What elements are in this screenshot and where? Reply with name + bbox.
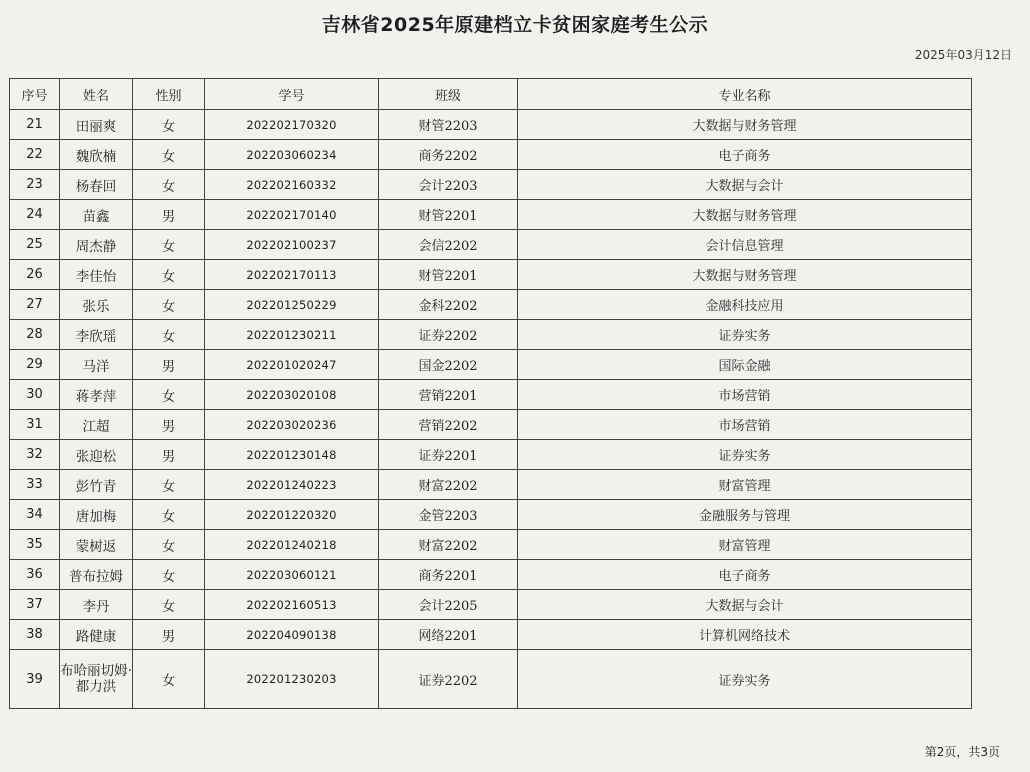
student-id-cell: 202203020236 — [205, 410, 379, 440]
class-cell: 国金2202 — [379, 350, 518, 380]
student-id-cell: 202201230211 — [205, 320, 379, 350]
student-id-cell: 202202170113 — [205, 260, 379, 290]
gender-cell: 女 — [133, 290, 205, 320]
class-cell: 商务2202 — [379, 140, 518, 170]
gender-cell: 女 — [133, 380, 205, 410]
gender-cell: 男 — [133, 200, 205, 230]
name-cell: 马洋 — [60, 350, 133, 380]
table-row — [10, 590, 972, 620]
name-cell: 张迎松 — [60, 440, 133, 470]
name-cell: 路健康 — [60, 620, 133, 650]
gender-cell: 女 — [133, 560, 205, 590]
major-cell: 市场营销 — [518, 410, 972, 440]
student-id-cell: 202202160332 — [205, 170, 379, 200]
table-row — [10, 230, 972, 260]
student-id-cell: 202203060234 — [205, 140, 379, 170]
seq-cell: 27 — [10, 290, 60, 320]
class-cell: 营销2202 — [379, 410, 518, 440]
gender-cell: 男 — [133, 620, 205, 650]
gender-cell: 女 — [133, 530, 205, 560]
document-title: 吉林省2025年原建档立卡贫困家庭考生公示 — [321, 14, 709, 36]
seq-cell: 37 — [10, 590, 60, 620]
gender-cell: 女 — [133, 260, 205, 290]
table-row — [10, 140, 972, 170]
column-header-gender: 性别 — [133, 79, 205, 110]
seq-cell: 26 — [10, 260, 60, 290]
major-cell: 会计信息管理 — [518, 230, 972, 260]
seq-cell: 32 — [10, 440, 60, 470]
major-cell: 证券实务 — [518, 650, 972, 709]
class-cell: 会信2202 — [379, 230, 518, 260]
major-cell: 市场营销 — [518, 380, 972, 410]
table-row — [10, 410, 972, 440]
class-cell: 网络2201 — [379, 620, 518, 650]
name-cell: 李佳怡 — [60, 260, 133, 290]
table-row — [10, 290, 972, 320]
name-cell: 江超 — [60, 410, 133, 440]
student-id-cell: 202201220320 — [205, 500, 379, 530]
class-cell: 金管2203 — [379, 500, 518, 530]
major-cell: 大数据与财务管理 — [518, 200, 972, 230]
major-cell: 证券实务 — [518, 440, 972, 470]
student-id-cell: 202201230148 — [205, 440, 379, 470]
gender-cell: 女 — [133, 500, 205, 530]
gender-cell: 女 — [133, 320, 205, 350]
class-cell: 证券2201 — [379, 440, 518, 470]
student-id-cell: 202201240223 — [205, 470, 379, 500]
student-id-cell: 202202170140 — [205, 200, 379, 230]
class-cell: 财管2201 — [379, 260, 518, 290]
class-cell: 财富2202 — [379, 530, 518, 560]
name-cell: 蒋孝萍 — [60, 380, 133, 410]
class-cell: 证券2202 — [379, 320, 518, 350]
gender-cell: 男 — [133, 410, 205, 440]
class-cell: 财富2202 — [379, 470, 518, 500]
name-cell: 布哈丽切姆·都力洪 — [60, 650, 133, 709]
major-cell: 财富管理 — [518, 530, 972, 560]
name-cell: 蒙树返 — [60, 530, 133, 560]
class-cell: 财管2203 — [379, 110, 518, 140]
table-row — [10, 320, 972, 350]
class-cell: 会计2205 — [379, 590, 518, 620]
major-cell: 大数据与财务管理 — [518, 260, 972, 290]
table-row — [10, 110, 972, 140]
major-cell: 金融科技应用 — [518, 290, 972, 320]
page-indicator: 第2页，共3页 — [924, 745, 1000, 759]
seq-cell: 33 — [10, 470, 60, 500]
class-cell: 商务2201 — [379, 560, 518, 590]
gender-cell: 女 — [133, 230, 205, 260]
student-table — [9, 78, 972, 709]
seq-cell: 39 — [10, 650, 60, 709]
student-id-cell: 202203020108 — [205, 380, 379, 410]
table-row — [10, 470, 972, 500]
table-row — [10, 350, 972, 380]
name-cell: 苗鑫 — [60, 200, 133, 230]
table-row — [10, 650, 972, 709]
name-cell: 李欣瑶 — [60, 320, 133, 350]
class-cell: 会计2203 — [379, 170, 518, 200]
column-header-student-id: 学号 — [205, 79, 379, 110]
major-cell: 金融服务与管理 — [518, 500, 972, 530]
table-row — [10, 200, 972, 230]
gender-cell: 女 — [133, 470, 205, 500]
major-cell: 电子商务 — [518, 140, 972, 170]
table-header-row — [10, 79, 972, 110]
table-row — [10, 620, 972, 650]
major-cell: 证券实务 — [518, 320, 972, 350]
student-id-cell: 202203060121 — [205, 560, 379, 590]
table-row — [10, 560, 972, 590]
student-id-cell: 202202170320 — [205, 110, 379, 140]
student-id-cell: 202201230203 — [205, 650, 379, 709]
table-row — [10, 500, 972, 530]
seq-cell: 35 — [10, 530, 60, 560]
gender-cell: 女 — [133, 140, 205, 170]
name-cell: 周杰静 — [60, 230, 133, 260]
seq-cell: 21 — [10, 110, 60, 140]
gender-cell: 女 — [133, 650, 205, 709]
seq-cell: 23 — [10, 170, 60, 200]
table-row — [10, 530, 972, 560]
name-cell: 张乐 — [60, 290, 133, 320]
major-cell: 国际金融 — [518, 350, 972, 380]
table-row — [10, 170, 972, 200]
publish-date: 2025年03月12日 — [914, 48, 1012, 62]
seq-cell: 28 — [10, 320, 60, 350]
gender-cell: 男 — [133, 350, 205, 380]
major-cell: 计算机网络技术 — [518, 620, 972, 650]
major-cell: 电子商务 — [518, 560, 972, 590]
seq-cell: 36 — [10, 560, 60, 590]
student-id-cell: 202202100237 — [205, 230, 379, 260]
class-cell: 金科2202 — [379, 290, 518, 320]
seq-cell: 22 — [10, 140, 60, 170]
major-cell: 大数据与会计 — [518, 590, 972, 620]
class-cell: 证券2202 — [379, 650, 518, 709]
seq-cell: 31 — [10, 410, 60, 440]
column-header-seq: 序号 — [10, 79, 60, 110]
student-id-cell: 202204090138 — [205, 620, 379, 650]
student-id-cell: 202201020247 — [205, 350, 379, 380]
student-id-cell: 202202160513 — [205, 590, 379, 620]
name-cell: 普布拉姆 — [60, 560, 133, 590]
major-cell: 大数据与会计 — [518, 170, 972, 200]
gender-cell: 女 — [133, 110, 205, 140]
seq-cell: 29 — [10, 350, 60, 380]
table-row — [10, 440, 972, 470]
column-header-name: 姓名 — [60, 79, 133, 110]
column-header-class: 班级 — [379, 79, 518, 110]
name-cell: 田丽爽 — [60, 110, 133, 140]
seq-cell: 24 — [10, 200, 60, 230]
gender-cell: 男 — [133, 440, 205, 470]
name-cell: 唐加梅 — [60, 500, 133, 530]
column-header-major: 专业名称 — [518, 79, 972, 110]
class-cell: 财管2201 — [379, 200, 518, 230]
gender-cell: 女 — [133, 590, 205, 620]
name-cell: 李丹 — [60, 590, 133, 620]
table-row — [10, 380, 972, 410]
seq-cell: 34 — [10, 500, 60, 530]
major-cell: 财富管理 — [518, 470, 972, 500]
student-id-cell: 202201240218 — [205, 530, 379, 560]
gender-cell: 女 — [133, 170, 205, 200]
name-cell: 彭竹青 — [60, 470, 133, 500]
seq-cell: 38 — [10, 620, 60, 650]
name-cell: 杨春回 — [60, 170, 133, 200]
student-id-cell: 202201250229 — [205, 290, 379, 320]
seq-cell: 25 — [10, 230, 60, 260]
major-cell: 大数据与财务管理 — [518, 110, 972, 140]
name-cell: 魏欣楠 — [60, 140, 133, 170]
class-cell: 营销2201 — [379, 380, 518, 410]
table-row — [10, 260, 972, 290]
seq-cell: 30 — [10, 380, 60, 410]
